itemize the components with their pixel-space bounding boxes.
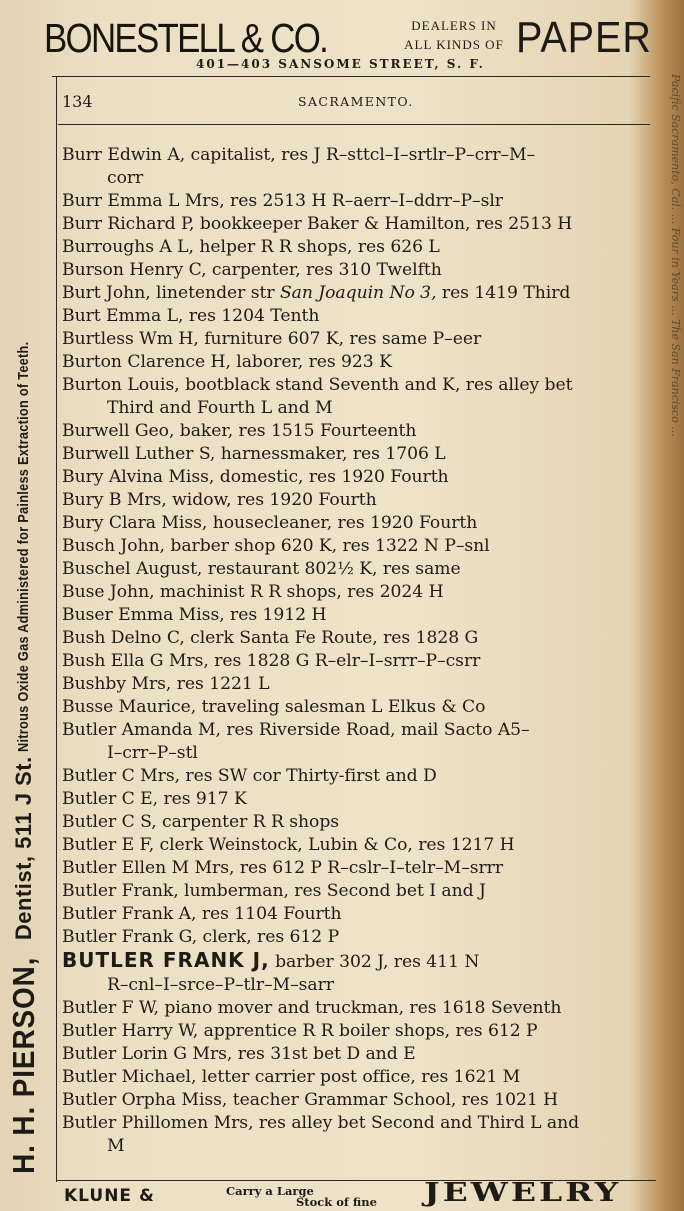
entry-line: Burton Louis, bootblack stand Seventh and K, res alley bet <box>62 375 573 395</box>
entry-name-bold: BUTLER FRANK J, <box>62 948 270 972</box>
directory-entry <box>62 512 656 535</box>
header-rule <box>58 124 650 125</box>
directory-entry <box>62 351 656 374</box>
entry-line: Bushby Mrs, res 1221 L <box>62 674 270 694</box>
page-number: 134 <box>62 92 93 111</box>
header-dealers-line1: DEALERS IN <box>411 18 497 33</box>
directory-entry <box>62 466 656 489</box>
entry-line: Busse Maurice, traveling salesman L Elkus & Co <box>62 697 486 717</box>
entry-line: Burr Richard P, bookkeeper Baker & Hamilton, res 2513 H <box>62 214 573 234</box>
directory-entry <box>62 374 656 420</box>
directory-entry <box>62 1020 656 1043</box>
directory-entry <box>62 949 656 997</box>
directory-entry <box>62 190 656 213</box>
header-product: PAPER <box>516 13 652 62</box>
side-ad-tagline: Nitrous Oxide Gas Administered for Painless Extraction of Teeth. <box>16 341 32 752</box>
entry-text: Burt John, linetender str <box>62 283 280 303</box>
side-ad-name: H. H. PIERSON, <box>6 956 41 1174</box>
entry-line: Butler Harry W, apprentice R R boiler shops, res 612 P <box>62 1021 538 1041</box>
directory-entry <box>62 650 656 673</box>
footer-middle <box>226 1186 377 1208</box>
entry-line: Butler Frank A, res 1104 Fourth <box>62 904 342 924</box>
right-edge-margin <box>656 70 682 1190</box>
entry-continuation: corr <box>107 168 144 188</box>
right-edge-text: Pacific Sacramento, Cal. ... Four in Years ... The San Francisco ... <box>669 74 682 437</box>
directory-listings <box>62 144 656 1158</box>
entry-line: Buschel August, restaurant 802½ K, res same <box>62 559 461 579</box>
entry-line: Bush Delno C, clerk Santa Fe Route, res 1828 G <box>62 628 479 648</box>
entry-line: Butler C E, res 917 K <box>62 789 247 809</box>
entry-line <box>62 283 570 303</box>
footer-middle-line2: Stock of fine <box>296 1195 377 1209</box>
entry-line: Burton Clarence H, laborer, res 923 K <box>62 352 392 372</box>
entry-line: Bury B Mrs, widow, res 1920 Fourth <box>62 490 377 510</box>
entry-continuation: Third and Fourth L and M <box>107 398 333 418</box>
left-frame-rule <box>56 76 57 1182</box>
directory-entry <box>62 1089 656 1112</box>
entry-line: Butler Lorin G Mrs, res 31st bet D and E <box>62 1044 416 1064</box>
directory-entry <box>62 604 656 627</box>
entry-continuation: M <box>107 1136 125 1156</box>
entry-line: Butler Frank, lumberman, res Second bet I and J <box>62 881 486 901</box>
entry-text: res 1419 Third <box>436 283 571 303</box>
directory-entry <box>62 236 656 259</box>
entry-line: Butler Frank G, clerk, res 612 P <box>62 927 340 947</box>
header-dealers-line2: ALL KINDS OF <box>404 37 504 52</box>
directory-entry <box>62 443 656 466</box>
entry-line: Burt Emma L, res 1204 Tenth <box>62 306 320 326</box>
side-advertisement <box>6 96 46 1186</box>
entry-line: Buse John, machinist R R shops, res 2024 H <box>62 582 444 602</box>
directory-entry <box>62 535 656 558</box>
directory-entry <box>62 696 656 719</box>
entry-line: Butler Orpha Miss, teacher Grammar School, res 1021 H <box>62 1090 559 1110</box>
directory-entry <box>62 581 656 604</box>
directory-entry <box>62 880 656 903</box>
directory-entry <box>62 1043 656 1066</box>
entry-line: Burwell Luther S, harnessmaker, res 1706 L <box>62 444 446 464</box>
directory-entry <box>62 627 656 650</box>
directory-entry <box>62 788 656 811</box>
directory-entry <box>62 857 656 880</box>
directory-entry <box>62 811 656 834</box>
side-ad-title: Dentist, 511 J St. <box>11 756 36 941</box>
directory-entry <box>62 328 656 351</box>
entry-line: Butler Ellen M Mrs, res 612 P R–cslr–I–telr–M–srrr <box>62 858 504 878</box>
entry-line <box>62 948 480 972</box>
entry-vessel-name: San Joaquin No 3, <box>279 283 437 303</box>
entry-line: Butler E F, clerk Weinstock, Lubin & Co, res 1217 H <box>62 835 515 855</box>
entry-line: Burr Emma L Mrs, res 2513 H R–aerr–I–ddrr–P–slr <box>62 191 503 211</box>
entry-line: Bury Clara Miss, housecleaner, res 1920 Fourth <box>62 513 478 533</box>
footer-right: JEWELRY <box>424 1176 622 1208</box>
entry-line: Butler Michael, letter carrier post office, res 1621 M <box>62 1067 521 1087</box>
header-address: 401—403 SANSOME STREET, S. F. <box>196 57 485 71</box>
directory-entry <box>62 997 656 1020</box>
entry-line: Burtless Wm H, furniture 607 K, res same P–eer <box>62 329 482 349</box>
directory-entry <box>62 144 656 190</box>
directory-entry <box>62 558 656 581</box>
entry-continuation: R–cnl–I–srce–P–tlr–M–sarr <box>107 975 334 995</box>
directory-entry <box>62 1066 656 1089</box>
directory-entry <box>62 489 656 512</box>
entry-line: Butler C S, carpenter R R shops <box>62 812 340 832</box>
directory-entry <box>62 1112 656 1158</box>
directory-entry <box>62 213 656 236</box>
entry-line: Butler Phillomen Mrs, res alley bet Second and Third L and <box>62 1113 580 1133</box>
top-rule <box>52 76 650 77</box>
directory-entry <box>62 673 656 696</box>
entry-line: Busch John, barber shop 620 K, res 1322 N P–snl <box>62 536 490 556</box>
entry-line: Butler Amanda M, res Riverside Road, mail Sacto A5– <box>62 720 530 740</box>
header-dealers-text <box>398 16 510 54</box>
entry-line: Burroughs A L, helper R R shops, res 626 L <box>62 237 440 257</box>
directory-entry <box>62 765 656 788</box>
directory-entry <box>62 926 656 949</box>
entry-line: Bush Ella G Mrs, res 1828 G R–elr–I–srrr–P–csrr <box>62 651 481 671</box>
entry-line: Butler F W, piano mover and truckman, res 1618 Seventh <box>62 998 562 1018</box>
entry-line: Burwell Geo, baker, res 1515 Fourteenth <box>62 421 417 441</box>
directory-entry <box>62 259 656 282</box>
entry-line: Bury Alvina Miss, domestic, res 1920 Fourth <box>62 467 449 487</box>
footer-middle-line1: Carry a Large <box>226 1184 314 1198</box>
footer-left: KLUNE & <box>64 1186 155 1206</box>
running-head: SACRAMENTO. <box>298 94 414 109</box>
entry-line: Buser Emma Miss, res 1912 H <box>62 605 327 625</box>
directory-entry <box>62 903 656 926</box>
directory-entry <box>62 420 656 443</box>
directory-entry <box>62 719 656 765</box>
entry-continuation: I–crr–P–stl <box>107 743 198 763</box>
entry-line: Burr Edwin A, capitalist, res J R–sttcl–I–srtlr–P–crr–M– <box>62 145 536 165</box>
entry-line: Burson Henry C, carpenter, res 310 Twelfth <box>62 260 442 280</box>
directory-entry <box>62 834 656 857</box>
entry-text: barber 302 J, res 411 N <box>269 952 480 972</box>
header-firm-name: BONESTELL & CO. <box>44 15 328 61</box>
directory-entry <box>62 305 656 328</box>
directory-entry <box>62 282 656 305</box>
entry-line: Butler C Mrs, res SW cor Thirty-first and D <box>62 766 437 786</box>
